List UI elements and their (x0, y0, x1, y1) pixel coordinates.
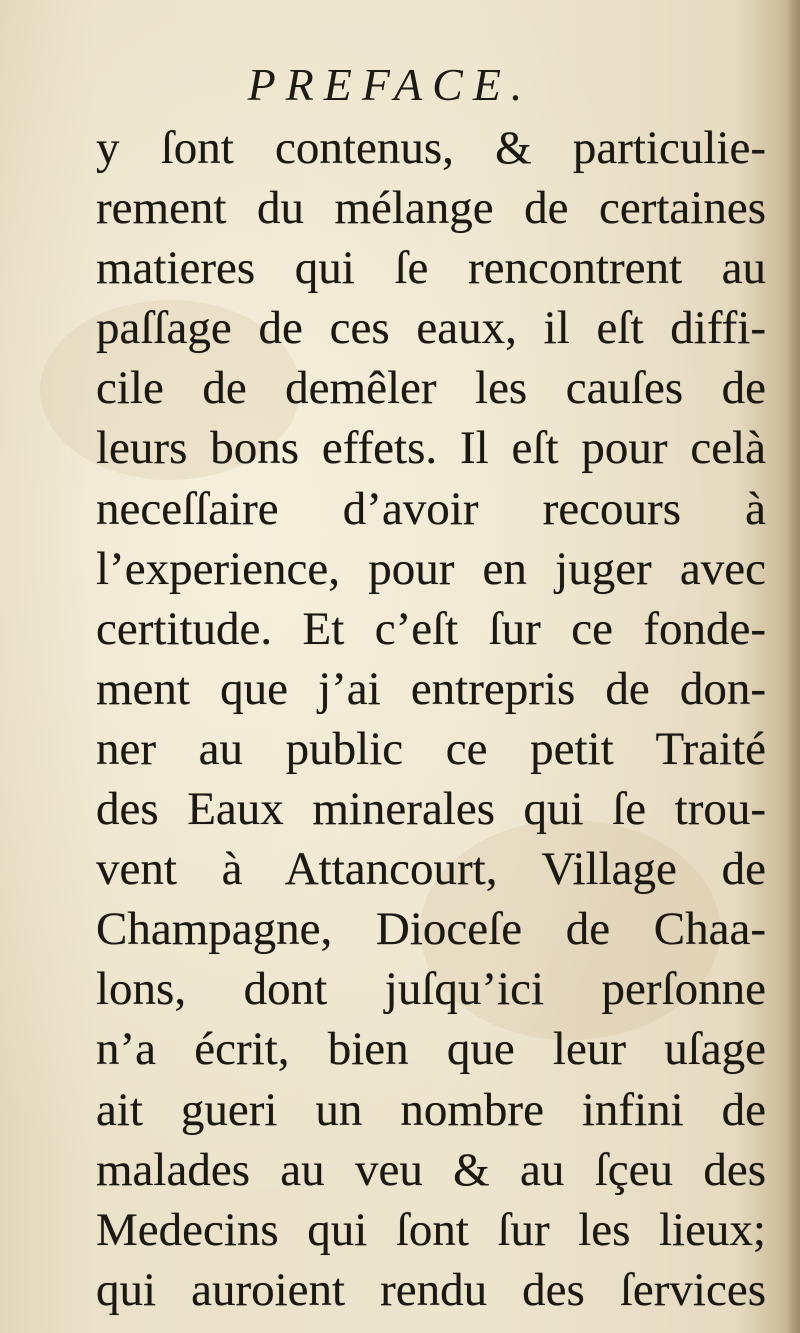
text-line: neceſſaire d’avoir recours à (96, 482, 766, 535)
text-line: n’a écrit, bien que leur uſage (96, 1023, 766, 1076)
text-line: des Eaux minerales qui ſe trou- (96, 783, 766, 836)
text-line: l’experience, pour en juger avec (96, 542, 766, 595)
text-line: ment que j’ai entrepris de don- (96, 662, 766, 715)
text-line: qui auroient rendu des ſervices (96, 1263, 766, 1316)
text-line: leurs bons effets. Il eſt pour celà (96, 422, 766, 475)
text-line: lons, dont juſqu’ici perſonne (96, 963, 766, 1016)
text-line: Champagne, Dioceſe de Chaa- (96, 903, 766, 956)
text-line: Medecins qui ſont ſur les lieux; (96, 1203, 766, 1256)
text-line: paſſage de ces eaux, il eſt diffi- (96, 302, 766, 355)
text-line: vent à Attancourt, Village de (96, 843, 766, 896)
text-line: rement du mélange de certaines (96, 182, 766, 235)
page-gutter-shadow (786, 0, 800, 1333)
text-line: ner au public ce petit Traité (96, 722, 766, 775)
running-header: PREFACE. (247, 59, 533, 110)
text-line: cile de demêler les cauſes de (96, 362, 766, 415)
body-text (96, 118, 766, 1320)
text-line: y ſont contenus, & particulie- (96, 122, 766, 174)
text-line: certitude. Et c’eſt ſur ce fonde- (96, 602, 766, 655)
text-line: malades au veu & au ſçeu des (96, 1143, 766, 1196)
text-line: matieres qui ſe rencontrent au (96, 242, 766, 295)
text-line: ait gueri un nombre infini de (96, 1083, 766, 1136)
